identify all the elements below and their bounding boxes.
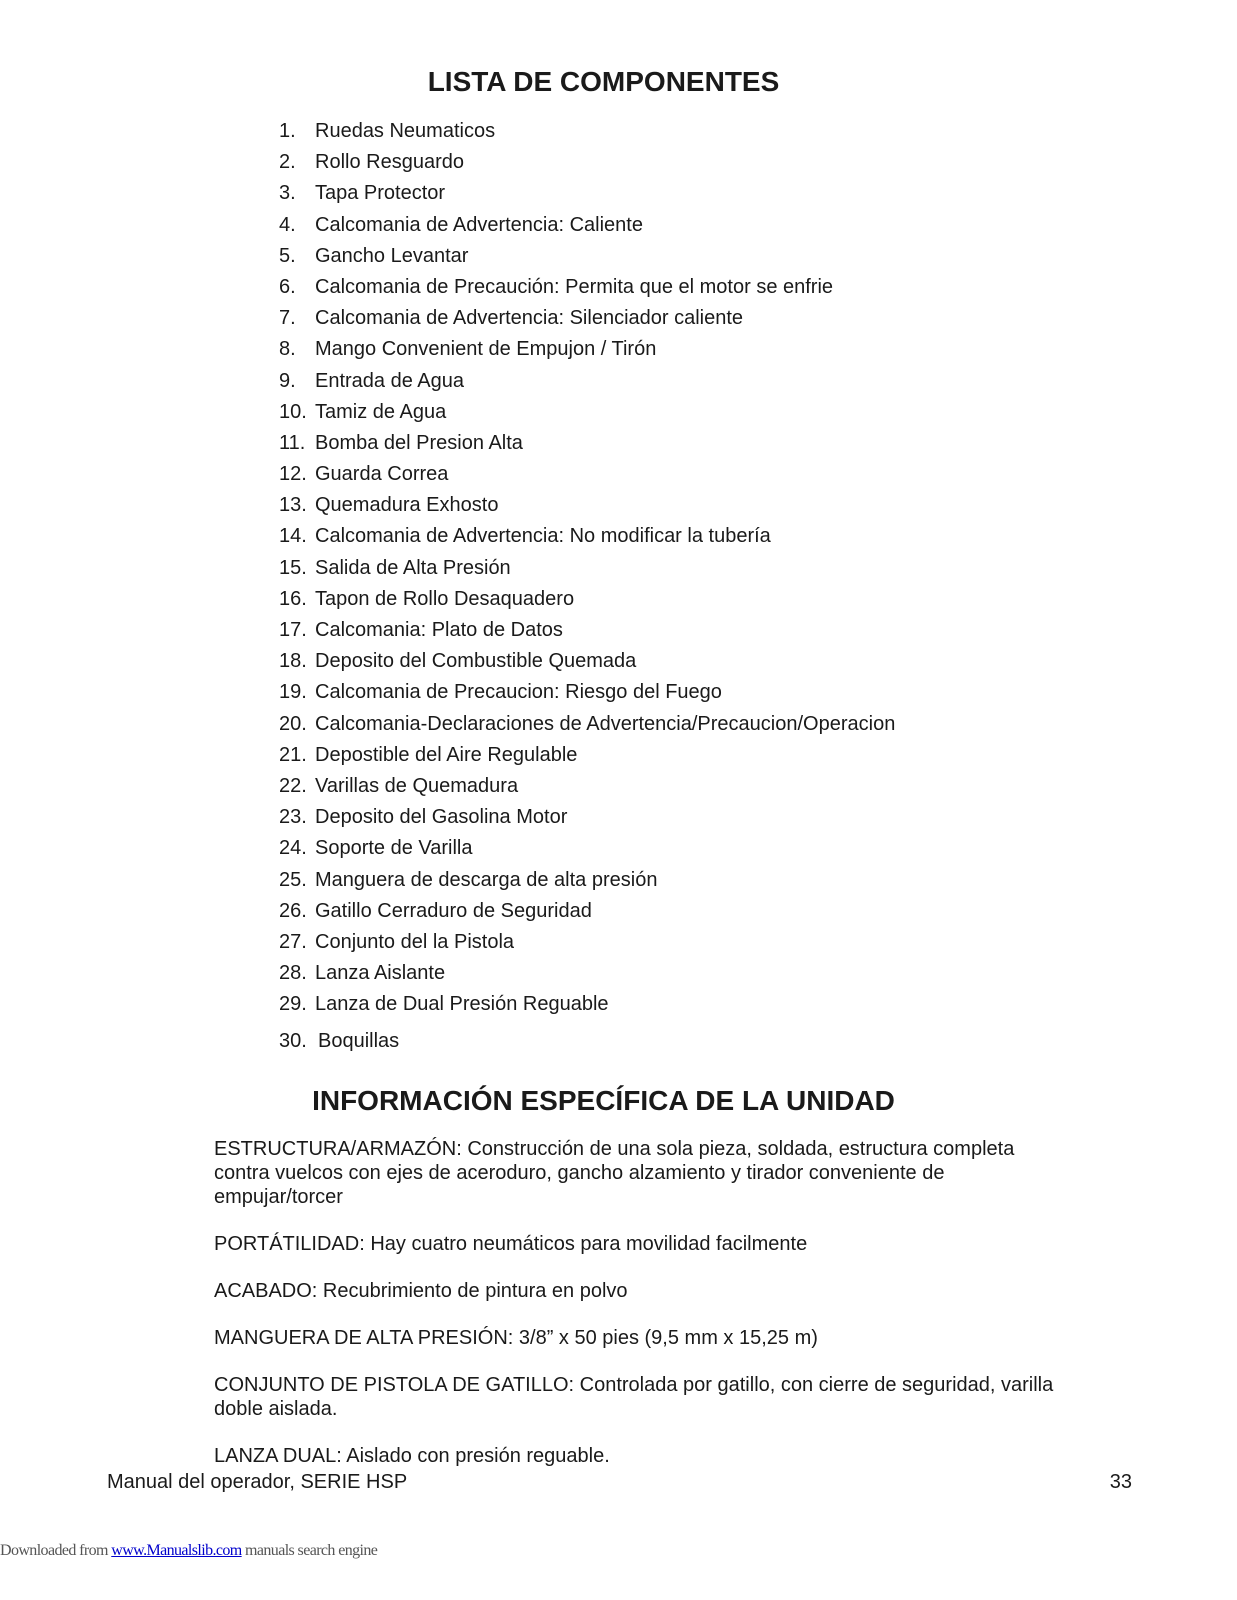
list-item: [279, 366, 895, 397]
item-number: 26.: [279, 899, 307, 922]
item-number: 4.: [279, 213, 296, 236]
info-paragraph: CONJUNTO DE PISTOLA DE GATILLO: Controlada por gatillo, con cierre de seguridad, varilla doble aislada.: [214, 1374, 1054, 1420]
list-item: [279, 178, 895, 209]
list-item: [279, 958, 895, 989]
item-text: Gancho Levantar: [315, 244, 469, 267]
item-text: Deposito del Combustible Quemada: [315, 650, 637, 673]
item-number: 14.: [279, 525, 307, 548]
item-text: Conjunto del la Pistola: [315, 930, 515, 953]
list-item: [279, 833, 895, 864]
list-item: [279, 334, 895, 365]
item-text: Lanza de Dual Presión Reguable: [315, 993, 609, 1016]
item-text: Gatillo Cerraduro de Seguridad: [315, 899, 592, 922]
item-number: 13.: [279, 494, 307, 517]
page-number: 33: [1109, 1471, 1132, 1493]
info-paragraph: LANZA DUAL: Aislado con presión reguable.: [214, 1445, 610, 1467]
item-number: 29.: [279, 993, 307, 1016]
info-paragraph: ESTRUCTURA/ARMAZÓN: Construcción de una sola pieza, soldada, estructura completa contra vuelcos con ejes de aceroduro, gancho alzamiento y tirador conveniente de empujar/torcer: [214, 1138, 1015, 1208]
item-number: 3.: [279, 182, 296, 205]
item-text: Guarda Correa: [315, 463, 449, 486]
item-number: 1.: [279, 120, 296, 142]
item-text: Deposito del Gasolina Motor: [315, 806, 568, 829]
item-number: 16.: [279, 587, 307, 610]
list-item: [279, 896, 895, 927]
info-paragraph: PORTÁTILIDAD: Hay cuatro neumáticos para movilidad facilmente: [214, 1233, 808, 1255]
item-text: Varillas de Quemadura: [315, 774, 519, 797]
item-number: 23.: [279, 806, 307, 829]
item-number: 6.: [279, 275, 296, 298]
item-text: Calcomania-Declaraciones de Advertencia/Precaucion/Operacion: [315, 712, 896, 735]
list-item: [279, 303, 895, 334]
components-list: [279, 116, 895, 1058]
manualslib-link[interactable]: www.Manualslib.com: [111, 1542, 242, 1559]
item-text: Calcomania de Precaucion: Riesgo del Fuego: [315, 681, 722, 704]
item-text: Tamiz de Agua: [315, 400, 447, 423]
list-item: [279, 989, 895, 1020]
list-item: [279, 147, 895, 178]
item-number: 10.: [279, 400, 307, 423]
list-item: [279, 397, 895, 428]
item-number: 12.: [279, 463, 307, 486]
list-item: [279, 459, 895, 490]
item-number: 15.: [279, 556, 307, 579]
list-item: [279, 802, 895, 833]
item-text: Calcomania: Plato de Datos: [315, 619, 563, 641]
components-title: LISTA DE COMPONENTES: [427, 66, 780, 97]
item-text: Manguera de descarga de alta presión: [315, 868, 658, 891]
item-number: 8.: [279, 338, 296, 361]
item-number: 27.: [279, 930, 307, 953]
item-number: 22.: [279, 774, 307, 797]
list-item: [279, 646, 895, 677]
footer-manual-name: Manual del operador, SERIE HSP: [107, 1471, 408, 1493]
item-number: 18.: [279, 650, 307, 673]
item-text: Quemadura Exhosto: [315, 494, 499, 517]
item-text: Lanza Aislante: [315, 962, 446, 985]
item-number: 2.: [279, 151, 296, 174]
item-text: Tapa Protector: [315, 182, 446, 205]
item-text: Salida de Alta Presión: [315, 556, 511, 579]
info-paragraph: ACABADO: Recubrimiento de pintura en polvo: [214, 1280, 628, 1302]
item-number: 25.: [279, 868, 307, 891]
item-text: Ruedas Neumaticos: [315, 120, 496, 142]
list-item: [279, 428, 895, 459]
item-number: 28.: [279, 962, 307, 985]
list-item: [279, 116, 895, 147]
item-text: Bomba del Presion Alta: [315, 431, 523, 454]
download-prefix: Downloaded from: [0, 1542, 112, 1559]
list-item: [279, 241, 895, 272]
item-text: Depostible del Aire Regulable: [315, 743, 578, 766]
list-item: [279, 709, 895, 740]
download-suffix: manuals search engine: [241, 1542, 378, 1559]
item-text: Calcomania de Precaución: Permita que el motor se enfrie: [315, 275, 834, 298]
item-text: Boquillas: [318, 1030, 400, 1053]
item-number: 24.: [279, 837, 307, 860]
list-item: [279, 740, 895, 771]
item-text: Calcomania de Advertencia: Caliente: [315, 213, 643, 236]
item-text: Calcomania de Advertencia: Silenciador caliente: [315, 307, 744, 330]
list-item: [279, 771, 895, 802]
download-notice: [0, 1542, 377, 1560]
item-number: 9.: [279, 369, 296, 392]
item-text: Tapon de Rollo Desaquadero: [315, 587, 575, 610]
info-title: INFORMACIÓN ESPECÍFICA DE LA UNIDAD: [312, 1085, 895, 1116]
info-paragraph: MANGUERA DE ALTA PRESIÓN: 3/8” x 50 pies (9,5 mm x 15,25 m): [214, 1327, 818, 1349]
list-item: [279, 865, 895, 896]
item-text: Rollo Resguardo: [315, 151, 464, 174]
item-number: 17.: [279, 619, 307, 641]
list-item: [279, 272, 895, 303]
list-item: [279, 584, 895, 615]
list-item: [279, 615, 895, 646]
list-item: [279, 553, 895, 584]
list-item: [279, 490, 895, 521]
item-text: Entrada de Agua: [315, 369, 465, 392]
list-item: [279, 210, 895, 241]
list-item: [279, 1026, 895, 1057]
list-item: [279, 521, 895, 552]
item-number: 5.: [279, 244, 296, 267]
item-number: 20.: [279, 712, 307, 735]
item-number: 30.: [279, 1030, 307, 1053]
info-section: [214, 1137, 1054, 1491]
item-text: Calcomania de Advertencia: No modificar la tubería: [315, 525, 771, 548]
item-text: Mango Convenient de Empujon / Tirón: [315, 338, 657, 361]
item-number: 11.: [279, 431, 306, 454]
item-text: Soporte de Varilla: [315, 837, 473, 860]
item-number: 7.: [279, 307, 296, 330]
list-item: [279, 927, 895, 958]
list-item: [279, 677, 895, 708]
item-number: 21.: [279, 743, 307, 766]
item-number: 19.: [279, 681, 307, 704]
